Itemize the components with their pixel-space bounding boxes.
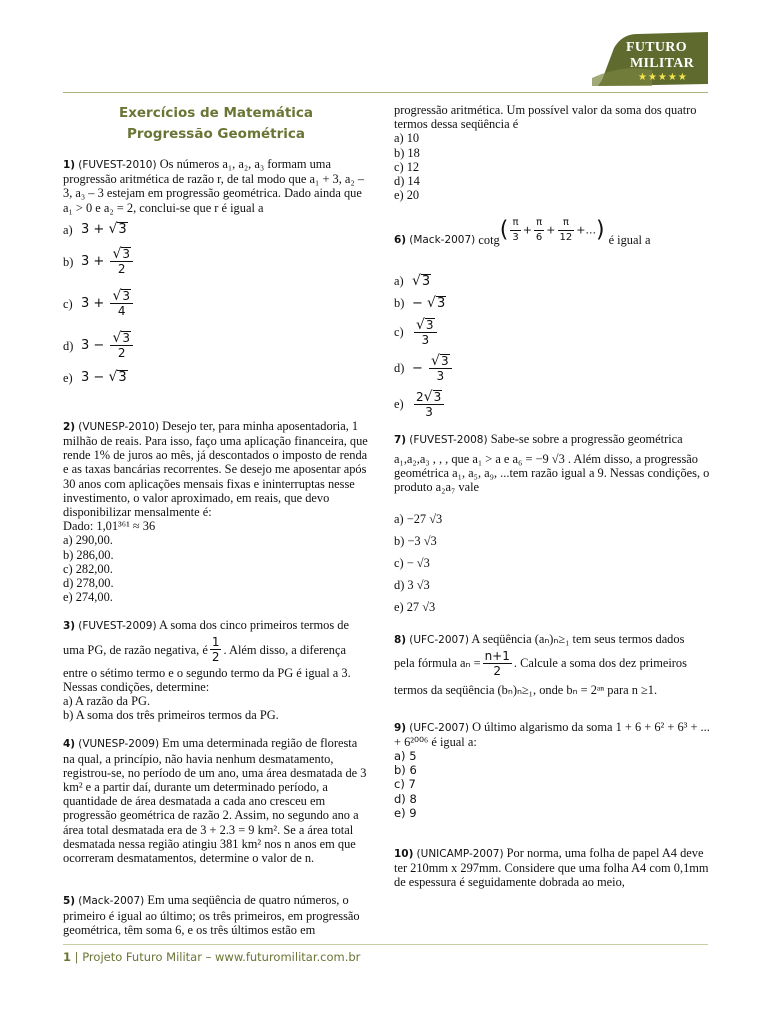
logo bbox=[592, 30, 708, 86]
q9-text: O último algarismo da soma 1 + 6 + 6² + 6³ + ... + 6²⁰⁰⁶ é igual a: bbox=[394, 719, 710, 749]
question-7 bbox=[394, 432, 710, 447]
q1-option-d bbox=[63, 325, 369, 367]
left-column bbox=[63, 103, 369, 937]
logo-line2: MILITAR bbox=[630, 56, 695, 71]
q1-option-b bbox=[63, 241, 369, 283]
option-label: a) bbox=[63, 222, 73, 237]
q6-option-d-expr: − $\frac{√3}{3}$ bbox=[412, 354, 454, 383]
title-line2: Progressão Geométrica bbox=[126, 126, 306, 142]
document-title bbox=[63, 103, 369, 145]
q7-option-c: c) − √3 bbox=[394, 556, 430, 571]
q8-text1: A seqüência (aₙ)ₙ≥₁ tem seus termos dados bbox=[471, 632, 685, 647]
option-label: e) bbox=[63, 370, 73, 385]
question-3 bbox=[63, 618, 369, 633]
q6-option-e-expr: $\frac{2√3}{3}$ bbox=[412, 390, 446, 419]
q1-option-c bbox=[63, 283, 369, 325]
footer bbox=[63, 950, 360, 964]
q6-option-c-expr: $\frac{√3}{3}$ bbox=[412, 318, 439, 347]
q8-frac-den: 2 bbox=[493, 663, 502, 678]
q2-option-d: d) 278,00. bbox=[63, 576, 114, 591]
option-label: b) bbox=[63, 254, 74, 269]
q3-text2b: . Além disso, a diferença bbox=[223, 642, 346, 657]
q6-option-d bbox=[394, 350, 710, 386]
question-4 bbox=[63, 736, 369, 865]
q3-text1: A soma dos cinco primeiros termos de bbox=[159, 618, 349, 633]
logo-stars: ★★★★★ bbox=[638, 72, 688, 83]
q9-option-a: a) 5 bbox=[394, 749, 417, 764]
footer-rule bbox=[63, 944, 708, 945]
q3-text3: entre o sétimo termo e o segundo termo da PG é igual a 3. Nessas condições, determine: bbox=[63, 665, 351, 694]
q5-text: Em uma seqüência de quatro números, o primeiro é igual ao último; os três primeiros, em progressão geométrica, têm soma 6, e os três últimos estão em bbox=[63, 893, 360, 937]
q8-text3: termos da seqüência (bₙ)ₙ≥₁, onde bₙ = 2ᵃⁿ para n ≥1. bbox=[394, 683, 658, 698]
option-label: e) bbox=[394, 397, 404, 412]
q10-number: 10) bbox=[394, 848, 414, 861]
q3-item-a: a) A razão da PG. bbox=[63, 694, 151, 709]
right-column bbox=[394, 103, 710, 890]
q5-option-a: a) 10 bbox=[394, 131, 420, 146]
q5-source: (Mack-2007) bbox=[78, 895, 145, 908]
q2-text: Desejo ter, para minha aposentadoria, 1 milhão de reais. Para isso, faço uma aplicação financeira, que rende 1% de juros ao mês, já descontados o imposto de renda e as taxas bancárias recorrentes. Se desejo me aposentar após 30 anos com aplicações mensais fixas e ininterruptas nesse investimento, o valor aproximado, em reais, que devo disponibilizar mensalmente é: bbox=[63, 418, 368, 520]
q4-source: (VUNESP-2009) bbox=[78, 738, 160, 751]
q5-option-d: d) 14 bbox=[394, 174, 420, 189]
option-label: d) bbox=[394, 361, 405, 376]
q6-option-b-expr: − √3 bbox=[412, 294, 446, 311]
q1-option-d-expr: 3 − $\frac{√3}{2}$ bbox=[81, 331, 135, 360]
q5-continued: progressão aritmética. Um possível valor da soma dos quatro termos dessa seqüência é bbox=[394, 103, 697, 132]
title-line1: Exercícios de Matemática bbox=[118, 105, 314, 121]
q1-number: 1) bbox=[63, 159, 76, 171]
q2-option-c: c) 282,00. bbox=[63, 561, 113, 576]
question-6 bbox=[394, 216, 710, 260]
q9-option-d: d) 8 bbox=[394, 791, 417, 806]
q4-text: Em uma determinada região de floresta na qual, a princípio, não havia nenhum desmatamento, registrou-se, no período de um ano, uma área desmatada de 3 km² e a partir daí, durante um determinado período, a quantidade de área desmatada a cada ano cresceu em progressão geométrica de razão 2. Assim, no segundo ano a área total desmatada era de 3 + 2.3 = 9 km². Se a área total desmatada nessa região atingiu 381 km² nos n anos em que ocorreram desmatamentos, determine o valor de n. bbox=[63, 736, 367, 866]
q7-text2: a₁,a₂,a₃ , , , que a₁ > a e a₆ = −9 √3 . Além disso, a progressão geométrica a₁, a₅, a₉, ...tem razão igual a 9. Nessas condições, o produto a₂a₇ vale bbox=[394, 451, 710, 495]
q1-option-c-expr: 3 + $\frac{√3}{4}$ bbox=[81, 289, 135, 318]
question-9 bbox=[394, 720, 710, 749]
logo-line1: FUTURO bbox=[626, 40, 687, 55]
q8-text2b: . Calcule a soma dos dez primeiros bbox=[513, 656, 687, 671]
q2-number: 2) bbox=[63, 420, 76, 433]
q1-option-a-expr: 3 + √3 bbox=[81, 221, 127, 238]
q8-frac-num: n+1 bbox=[484, 648, 510, 663]
q1-text: Os números a₁, a₂, a₃ formam uma progressão aritmética de razão r, de tal modo que a₁ + 3, a₂ – 3, a₃ – 3 estejam em progressão geométrica. Dado ainda que a₁ > 0 e a₂ = 2, conclui-se que r é igual a bbox=[63, 157, 365, 215]
q3-number: 3) bbox=[63, 620, 76, 633]
q5-option-b: b) 18 bbox=[394, 145, 420, 160]
q2-given: Dado: 1,01³⁶¹ ≈ 36 bbox=[63, 519, 156, 534]
q9-number: 9) bbox=[394, 721, 407, 734]
q3-frac-num: 1 bbox=[211, 635, 220, 650]
q7-number: 7) bbox=[394, 434, 407, 447]
q7-source: (FUVEST-2008) bbox=[409, 434, 488, 447]
q6-option-e bbox=[394, 386, 710, 422]
footer-page-number: 1 bbox=[63, 950, 72, 964]
question-10 bbox=[394, 846, 710, 890]
q3-text2a: uma PG, de razão negativa, é bbox=[63, 642, 208, 657]
option-label: d) bbox=[63, 338, 74, 353]
q3-fraction bbox=[210, 635, 222, 664]
q6-option-a-expr: √3 bbox=[412, 272, 431, 289]
q2-option-b: b) 286,00. bbox=[63, 547, 114, 562]
q1-options bbox=[63, 219, 369, 389]
q2-option-a: a) 290,00. bbox=[63, 533, 113, 548]
q1-option-e bbox=[63, 367, 369, 389]
question-1 bbox=[63, 157, 369, 215]
q7-text1: Sabe-se sobre a progressão geométrica bbox=[490, 432, 683, 447]
option-label: c) bbox=[63, 296, 73, 311]
q6-option-a bbox=[394, 270, 710, 292]
q6-number: 6) bbox=[394, 234, 407, 247]
q6-exponent: ( $\frac{\pi}{3}$ + $\frac{\pi}{6}$ + $\frac{\pi}{12}$ +...) bbox=[499, 216, 605, 243]
q10-source: (UNICAMP-2007) bbox=[416, 848, 504, 861]
q7-option-a: a) −27 √3 bbox=[394, 512, 443, 527]
q9-option-b: b) 6 bbox=[394, 763, 417, 778]
q7-option-d: d) 3 √3 bbox=[394, 578, 430, 593]
q5-number: 5) bbox=[63, 895, 76, 908]
q6-option-c bbox=[394, 314, 710, 350]
q7-option-b: b) −3 √3 bbox=[394, 534, 437, 549]
question-2 bbox=[63, 419, 369, 519]
option-label: c) bbox=[394, 325, 404, 340]
q1-option-a bbox=[63, 219, 369, 241]
q9-source: (UFC-2007) bbox=[409, 721, 469, 734]
question-8 bbox=[394, 632, 710, 647]
q3-item-b: b) A soma dos três primeiros termos da PG. bbox=[63, 708, 279, 723]
q9-option-c: c) 7 bbox=[394, 777, 416, 792]
q8-source: (UFC-2007) bbox=[409, 634, 469, 647]
question-5 bbox=[63, 893, 369, 937]
q8-line2 bbox=[394, 647, 710, 679]
q2-option-e: e) 274,00. bbox=[63, 590, 113, 605]
q3-source: (FUVEST-2009) bbox=[78, 620, 157, 633]
q8-text2a: pela fórmula aₙ = bbox=[394, 656, 481, 671]
q6-option-b bbox=[394, 292, 710, 314]
footer-separator: | bbox=[74, 950, 79, 964]
footer-text: Projeto Futuro Militar – www.futuromilitar.com.br bbox=[82, 950, 361, 964]
q9-options bbox=[394, 749, 710, 820]
q1-source: (FUVEST-2010) bbox=[78, 159, 157, 171]
q8-fraction bbox=[483, 649, 512, 678]
q6-options bbox=[394, 270, 710, 422]
q5-option-c: c) 12 bbox=[394, 159, 420, 174]
q1-option-e-expr: 3 − √3 bbox=[81, 369, 127, 386]
q6-source: (Mack-2007) bbox=[409, 234, 476, 247]
q2-source: (VUNESP-2010) bbox=[78, 420, 160, 433]
header-rule bbox=[63, 92, 708, 93]
option-label: b) bbox=[394, 296, 405, 311]
q3-frac-den: 2 bbox=[211, 650, 220, 665]
option-label: a) bbox=[394, 274, 404, 289]
q6-post: é igual a bbox=[608, 233, 651, 248]
q3-line2 bbox=[63, 634, 369, 666]
q6-pre: cotg bbox=[478, 233, 500, 248]
q5-option-e: e) 20 bbox=[394, 188, 420, 203]
q9-option-e: e) 9 bbox=[394, 805, 417, 820]
q4-number: 4) bbox=[63, 738, 76, 751]
q10-text: Por norma, uma folha de papel A4 deve ter 210mm x 297mm. Considere que uma folha A4 com 0,1mm de espessura é seguidamente dobrada ao meio, bbox=[394, 846, 709, 890]
q7-option-e: e) 27 √3 bbox=[394, 600, 436, 615]
q8-number: 8) bbox=[394, 634, 407, 647]
q1-option-b-expr: 3 + $\frac{√3}{2}$ bbox=[81, 247, 135, 276]
